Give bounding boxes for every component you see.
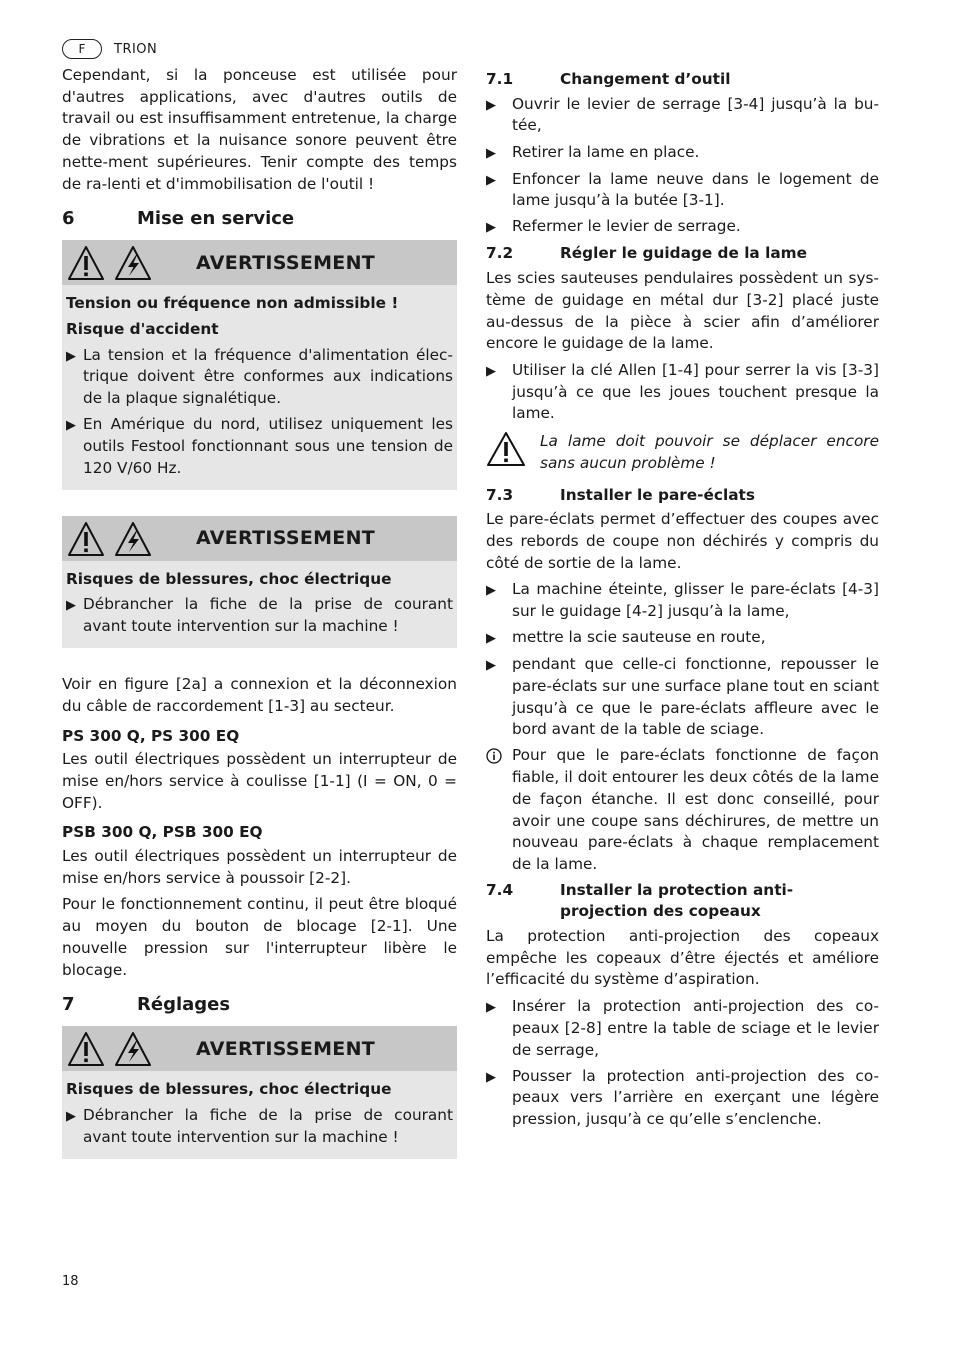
- instruction-list: [486, 360, 879, 425]
- warning-header: [62, 516, 457, 561]
- bullet-arrow-icon: ▶: [486, 97, 496, 113]
- warning-title: AVERTISSEMENT: [196, 527, 376, 550]
- subsection-number: 7.3: [486, 485, 514, 504]
- list-item: ▶ Retirer la lame en place.: [486, 142, 879, 165]
- warning-list: [66, 345, 453, 480]
- warning-body: [62, 1071, 457, 1159]
- right-column: [486, 65, 879, 1135]
- warning-title: AVERTISSEMENT: [196, 251, 376, 274]
- subsection-7-1-heading: [486, 69, 879, 91]
- electric-hazard-icon: [114, 1031, 152, 1067]
- section-number: 6: [62, 208, 75, 230]
- bullet-arrow-icon: ▶: [66, 418, 76, 434]
- body-paragraph: Le pare-éclats permet d’effectuer des coupes avec des rebords de coupe non déchirés y compris du côté de sortie de la lame.: [486, 510, 879, 572]
- bullet-arrow-icon: ▶: [66, 348, 76, 364]
- warning-body: [62, 285, 457, 489]
- section-7-heading: [62, 994, 457, 1015]
- warning-list: [66, 1105, 453, 1148]
- bullet-arrow-icon: ▶: [486, 658, 496, 674]
- model-heading: PS 300 Q, PS 300 EQ: [62, 726, 240, 745]
- language-badge: F: [62, 39, 102, 59]
- subsection-7-3-heading: [486, 485, 879, 507]
- warning-body: [62, 561, 457, 649]
- instruction-list: [486, 94, 879, 239]
- electric-hazard-icon: [114, 521, 152, 557]
- intro-paragraph: Cependant, si la ponceuse est utilisée pour d'autres applications, avec d'autres outils de travail ou est insuffisamment entretenue, la charge de vibrations et la nuisance sonore peuvent être nette-ment supérieures. Tenir compte des temps de ra-lenti et d'immobilisation de l'outil !: [62, 66, 457, 193]
- list-item: ▶ Insérer la protection anti-projection des co-peaux [2-8] entre la table de sciage et le levier de serrage,: [486, 996, 879, 1061]
- warning-box-shock: [62, 516, 457, 649]
- list-item: ▶ La tension et la fréquence d'alimentation élec-trique doivent être conformes aux indications de la plaque signalétique.: [66, 345, 453, 410]
- list-item: ▶ Enfoncer la lame neuve dans le logement de lame jusqu’à la butée [3-1].: [486, 169, 879, 212]
- bullet-arrow-icon: ▶: [486, 145, 496, 161]
- list-item: ▶ pendant que celle-ci fonctionne, repousser le pare-éclats sur une surface plane tout en sciant jusqu’à ce que le pare-éclats affleure avec le bord avant de la table de sciage.: [486, 654, 879, 741]
- list-item: ▶ Utiliser la clé Allen [1-4] pour serrer la vis [3-3] jusqu’à ce que les joues touchent presque la lame.: [486, 360, 879, 425]
- warning-list: [66, 594, 453, 637]
- warning-triangle-icon: [67, 245, 105, 281]
- body-paragraph: La protection anti-projection des copeaux empêche les copeaux d’être éjectés et améliore l’efficacité du système d’aspiration.: [486, 927, 879, 989]
- section-title: Mise en service: [137, 208, 295, 230]
- instruction-list: [486, 996, 879, 1131]
- electric-hazard-icon: [114, 245, 152, 281]
- warning-triangle-icon: [67, 1031, 105, 1067]
- body-paragraph: Les scies sauteuses pendulaires possèdent un sys-tème de guidage en métal dur [3-2] placé juste au-dessus de la pièce à scier afin d’améliorer encore le guidage de la lame.: [486, 269, 879, 353]
- body-paragraph: Les outil électriques possèdent un interrupteur de mise en/hors service à poussoir [2-2].: [62, 847, 457, 887]
- subsection-title: Régler le guidage de la lame: [560, 244, 807, 263]
- subsection-title: Installer la protection anti-projection des copeaux: [560, 880, 794, 921]
- warning-title: AVERTISSEMENT: [196, 1037, 376, 1060]
- product-name: TRION: [114, 41, 158, 57]
- list-item: ▶ Pousser la protection anti-projection des co-peaux vers l’arrière en exerçant une légère pression, jusqu’à ce qu’elle s’enclenche.: [486, 1066, 879, 1131]
- warning-triangle-icon: [67, 521, 105, 557]
- instruction-list: [486, 579, 879, 741]
- info-text: Pour que le pare-éclats fonctionne de façon fiable, il doit entourer les deux côtés de la lame de façon étanche. Il est donc conseillé, pour avoir une coupe sans déchirures, de mettre un nouveau pare-éclats à chaque remplacement de la lame.: [512, 746, 879, 873]
- page-header: [62, 39, 157, 59]
- list-item: ▶ Ouvrir le levier de serrage [3-4] jusqu’à la bu-tée,: [486, 94, 879, 137]
- section-title: Réglages: [137, 994, 231, 1016]
- bullet-arrow-icon: ▶: [66, 598, 76, 614]
- warning-line: Risques de blessures, choc électrique: [66, 1080, 392, 1099]
- section-number: 7: [62, 994, 75, 1016]
- warning-header: [62, 1026, 457, 1071]
- info-note: [486, 745, 879, 875]
- warning-box-voltage: [62, 240, 457, 489]
- warning-line: Risque d'accident: [66, 319, 219, 338]
- list-item: ▶ Refermer le levier de serrage.: [486, 216, 879, 239]
- subsection-title: Installer le pare-éclats: [560, 485, 755, 504]
- bullet-arrow-icon: ▶: [486, 364, 496, 379]
- warning-line: Risques de blessures, choc électrique: [66, 569, 392, 588]
- subsection-number: 7.2: [486, 244, 514, 263]
- subsection-7-4-heading: [486, 880, 879, 923]
- body-paragraph: Les outil électriques possèdent un interrupteur de mise en/hors service à coulisse [1-1] (I = ON, 0 = OFF).: [62, 750, 457, 812]
- subsection-7-2-heading: [486, 243, 879, 265]
- bullet-arrow-icon: ▶: [486, 1000, 496, 1016]
- list-item: ▶ En Amérique du nord, utilisez uniquement les outils Festool fonctionnant sous une tension de 120 V/60 Hz.: [66, 414, 453, 479]
- model-heading: PSB 300 Q, PSB 300 EQ: [62, 823, 263, 842]
- bullet-arrow-icon: ▶: [486, 220, 496, 236]
- warning-box-shock: [62, 1026, 457, 1159]
- bullet-arrow-icon: ▶: [486, 172, 496, 188]
- bullet-arrow-icon: ▶: [486, 583, 496, 599]
- bullet-arrow-icon: ▶: [486, 631, 496, 647]
- info-icon: [486, 745, 512, 875]
- list-item: ▶ Débrancher la fiche de la prise de courant avant toute intervention sur la machine !: [66, 594, 453, 637]
- figure-reference-paragraph: Voir en figure [2a] a connexion et la déconnexion du câble de raccordement [1-3] au secteur.: [62, 675, 457, 715]
- subsection-number: 7.4: [486, 880, 514, 899]
- caution-text: La lame doit pouvoir se déplacer encore sans aucun problème !: [540, 432, 879, 472]
- warning-header: [62, 240, 457, 285]
- bullet-arrow-icon: ▶: [486, 1069, 496, 1085]
- left-column: [62, 65, 457, 1185]
- list-item: ▶ mettre la scie sauteuse en route,: [486, 627, 879, 650]
- section-6-heading: [62, 208, 457, 229]
- subsection-title: Changement d’outil: [560, 70, 731, 88]
- warning-line: Tension ou fréquence non admissible !: [66, 294, 399, 313]
- caution-note: [486, 431, 879, 474]
- list-item: ▶ Débrancher la fiche de la prise de courant avant toute intervention sur la machine !: [66, 1105, 453, 1148]
- list-item: ▶ La machine éteinte, glisser le pare-éclats [4-3] sur le guidage [4-2] jusqu’à la lame,: [486, 579, 879, 622]
- caution-triangle-icon: [486, 431, 526, 467]
- subsection-number: 7.1: [486, 70, 514, 88]
- body-paragraph: Pour le fonctionnement continu, il peut être bloqué au moyen du bouton de blocage [2-1]. Une nouvelle pression sur l'interrupteur libère le blocage.: [62, 895, 457, 979]
- bullet-arrow-icon: ▶: [66, 1108, 76, 1124]
- page-number: 18: [62, 1274, 79, 1289]
